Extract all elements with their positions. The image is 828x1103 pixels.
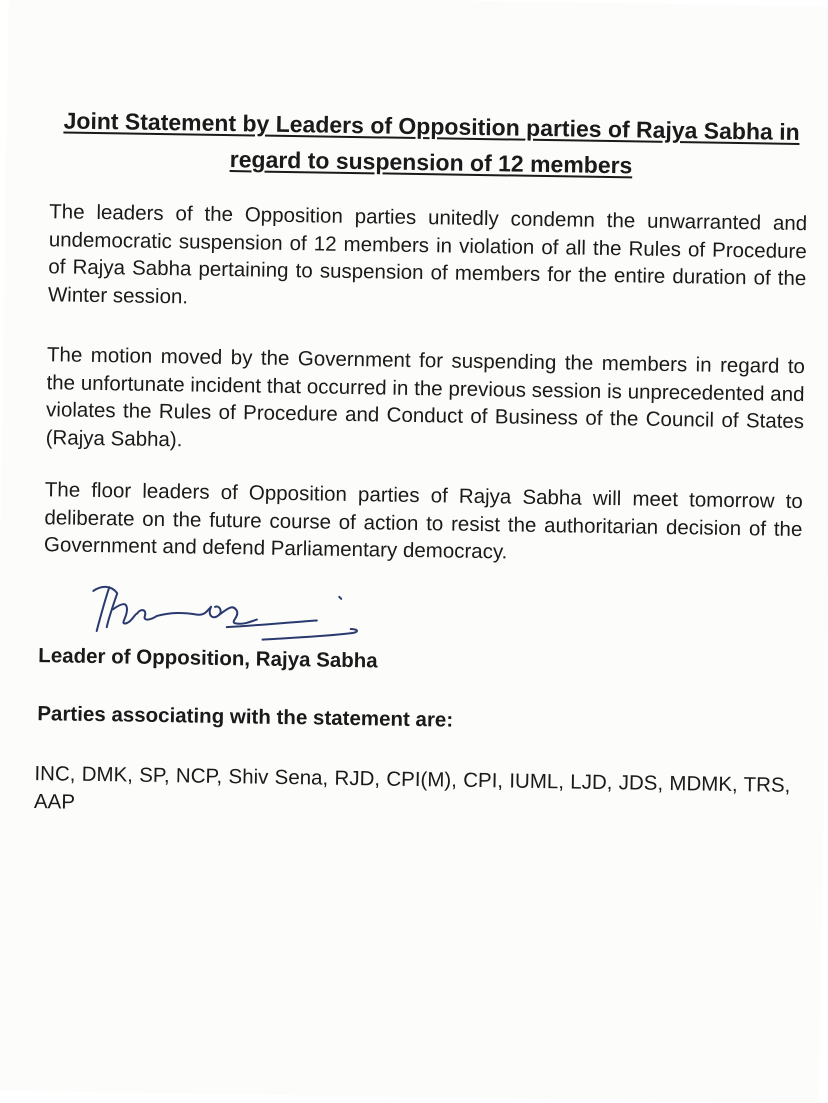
parties-list: INC, DMK, SP, NCP, Shiv Sena, RJD, CPI(M), CPI, IUML, LJD, JDS, MDMK, TRS, AAP xyxy=(33,762,791,814)
handwritten-signature xyxy=(86,579,367,653)
paragraph-meeting: The floor leaders of Opposition parties of Rajya Sabha will meet tomorrow to deliberate on the future course of action to resist the authoritarian decision of the Government and defend Parliamentary democracy. xyxy=(43,478,803,564)
paragraph-condemnation: The leaders of the Opposition parties unitedly condemn the unwarranted and undemocratic suspension of 12 members in violation of all the Rules of Procedure of Rajya Sabha pertaining to suspension of members for the entire duration of the Winter session. xyxy=(47,200,808,308)
document-title: Joint Statement by Leaders of Opposition parties of Rajya Sabha in regard to suspension of 12 members xyxy=(63,107,800,179)
signatory-title: Leader of Opposition, Rajya Sabha xyxy=(38,644,378,673)
parties-heading: Parties associating with the statement are: xyxy=(37,702,454,732)
paragraph-motion: The motion moved by the Government for suspending the members in regard to the unfortunate incident that occurred in the previous session is unprecedented and violates the Rules of Procedure and Conduct of Business of the Council of States (Rajya Sabha). xyxy=(45,343,806,451)
